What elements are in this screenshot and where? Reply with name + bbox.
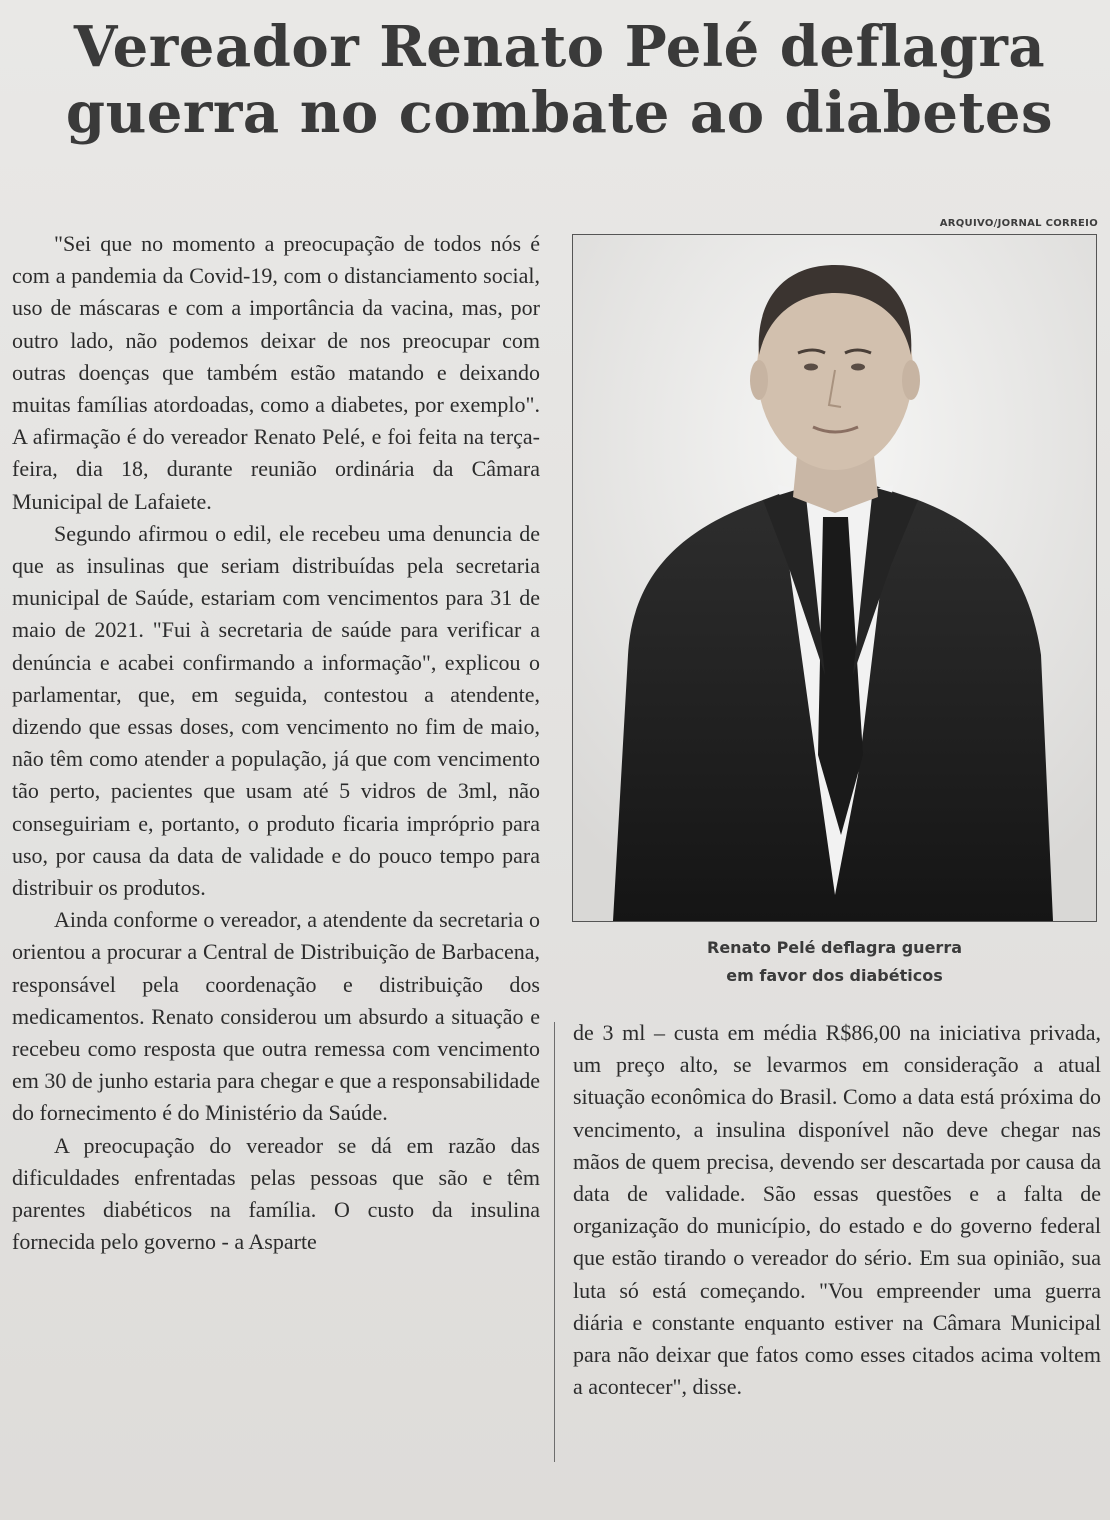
- photo-caption-line-2: em favor dos diabéticos: [726, 966, 943, 985]
- article-column-left: [12, 228, 540, 1259]
- article-photo: [572, 234, 1097, 922]
- paragraph-1: "Sei que no momento a preocupação de todos nós é com a pandemia da Covid-19, com o distanciamento social, uso de máscaras e com a importância da vacina, mas, por outro lado, não podemos deixar de nos preocupar com outras doenças que também estão matando e deixando muitas famílias atordoadas, como a diabetes, por exemplo". A afirmação é do vereador Renato Pelé, e foi feita na terça-feira, dia 18, durante reunião ordinária da Câmara Municipal de Lafaiete.: [12, 231, 540, 514]
- paragraph-3: Ainda conforme o vereador, a atendente da secretaria o orientou a procurar a Central de Distribuição de Barbacena, responsável pela coordenação e distribuição dos medicamentos. Renato considerou um absurdo a situação e recebeu como resposta que outra remessa com vencimento em 30 de junho estaria para chegar e que a responsabilidade do fornecimento é do Ministério da Saúde.: [12, 907, 540, 1126]
- portrait-illustration: [573, 235, 1096, 921]
- paragraph-2: Segundo afirmou o edil, ele recebeu uma denuncia de que as insulinas que seriam distribuídas pela secretaria municipal de Saúde, estariam com vencimentos para 31 de maio de 2021. "Fui à secretaria de saúde para verificar a denúncia e acabei confirmando a informação", explicou o parlamentar, que, em seguida, contestou a atendente, dizendo que essas doses, com vencimento no fim de maio, não têm como atender a população, já que com vencimento tão perto, pacientes que usam até 5 vidros de 3ml, não conseguiriam e, portanto, o produto ficaria impróprio para uso, por causa da data de validade e do pouco tempo para distribuir os produtos.: [12, 520, 540, 901]
- photo-credit: ARQUIVO/JORNAL CORREIO: [939, 218, 1098, 229]
- photo-caption: [572, 934, 1097, 990]
- photo-caption-line-1: Renato Pelé deflagra guerra: [707, 938, 962, 957]
- headline: Vereador Renato Pelé deflagra guerra no combate ao diabetes: [65, 14, 1054, 146]
- article-column-right: [573, 1017, 1101, 1403]
- column-divider: [554, 1022, 555, 1462]
- paragraph-4-continued: de 3 ml – custa em média R$86,00 na iniciativa privada, um preço alto, se levarmos em consideração a atual situação econômica do Brasil. Como a data está próxima do vencimento, a insulina disponível não deve chegar nas mãos de quem precisa, devendo ser descartada por causa da data de validade. São essas questões e a falta de organização do município, do estado e do governo federal que estão tirando o vereador do sério. Em sua opinião, sua luta só está começando. "Vou empreender uma guerra diária e constante enquanto estiver na Câmara Municipal para não deixar que fatos como esses citados acima voltem a acontecer", disse.: [573, 1020, 1101, 1400]
- paragraph-4: A preocupação do vereador se dá em razão das dificuldades enfrentadas pelas pessoas que são e têm parentes diabéticos na família. O custo da insulina fornecida pelo governo - a Asparte: [12, 1132, 540, 1255]
